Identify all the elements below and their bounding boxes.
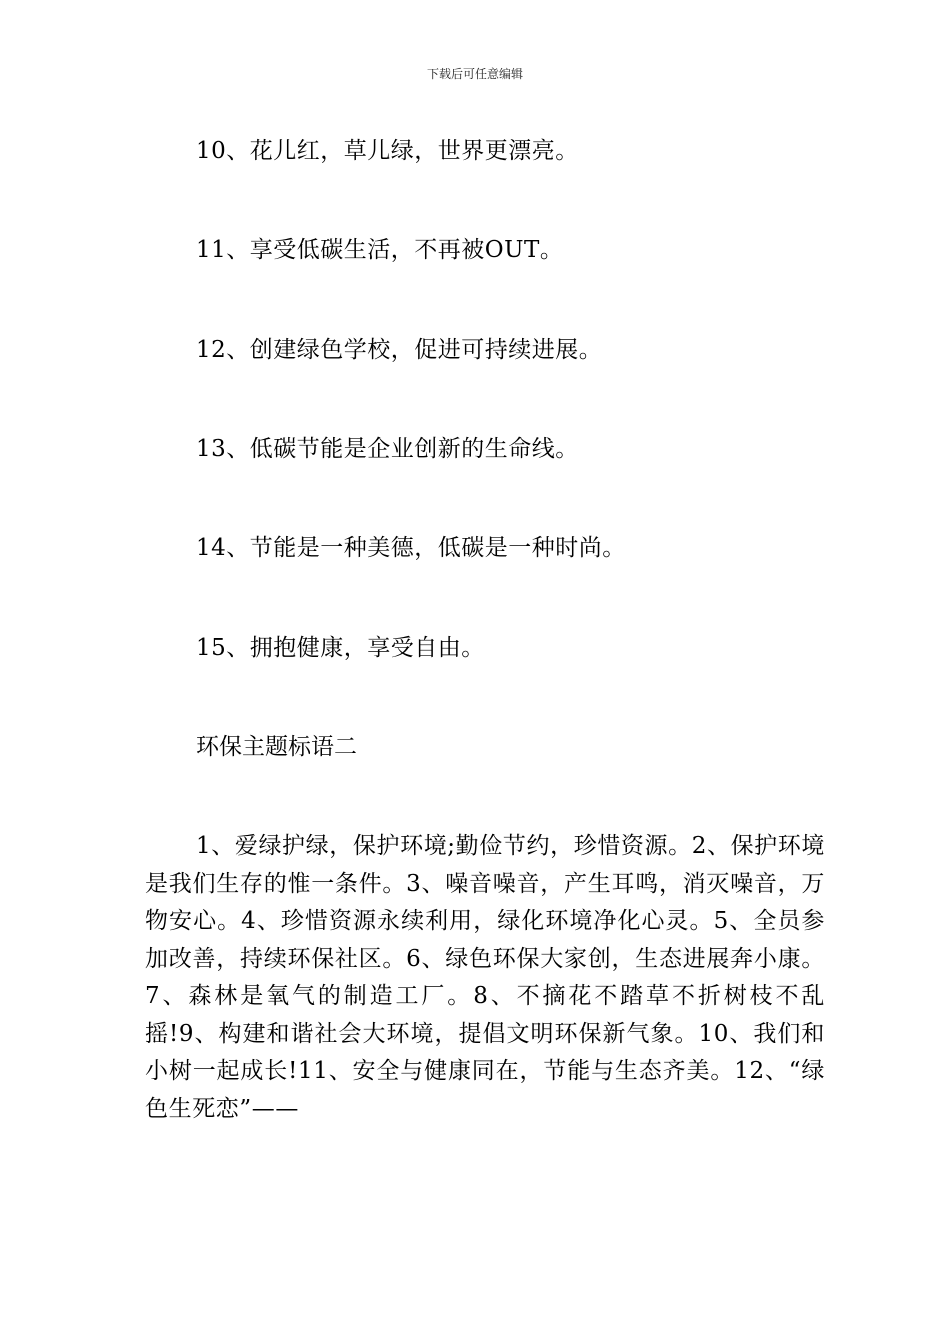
slogan-line-11: 11、享受低碳生活，不再被OUT。 [196, 237, 564, 263]
slogan-line-10: 10、花儿红，草儿绿，世界更漂亮。 [196, 138, 579, 164]
slogan-line-15: 15、拥抱健康，享受自由。 [196, 635, 485, 661]
slogan-line-12: 12、创建绿色学校，促进可持续进展。 [196, 337, 603, 363]
slogan-paragraph: 1、爱绿护绿，保护环境;勤俭节约，珍惜资源。2、保护环境是我们生存的惟一条件。3、噪音噪音，产生耳鸣，消灭噪音，万物安心。4、珍惜资源永续利用，绿化环境净化心灵。5、全员参加改善，持续环保社区。6、绿色环保大家创，生态进展奔小康。7、森林是氧气的制造工厂。8、不摘花不踏草不折树枝不乱摇!9、构建和谐社会大环境，提倡文明环保新气象。10、我们和小树一起成长!11、安全与健康同在，节能与生态齐美。12、“绿色生死恋”—— [145, 833, 825, 1122]
slogan-line-13: 13、低碳节能是企业创新的生命线。 [196, 436, 579, 462]
slogan-line-14: 14、节能是一种美德，低碳是一种时尚。 [196, 535, 626, 561]
page-header: 下载后可任意编辑 [426, 67, 523, 81]
section-title: 环保主题标语二 [196, 734, 357, 760]
